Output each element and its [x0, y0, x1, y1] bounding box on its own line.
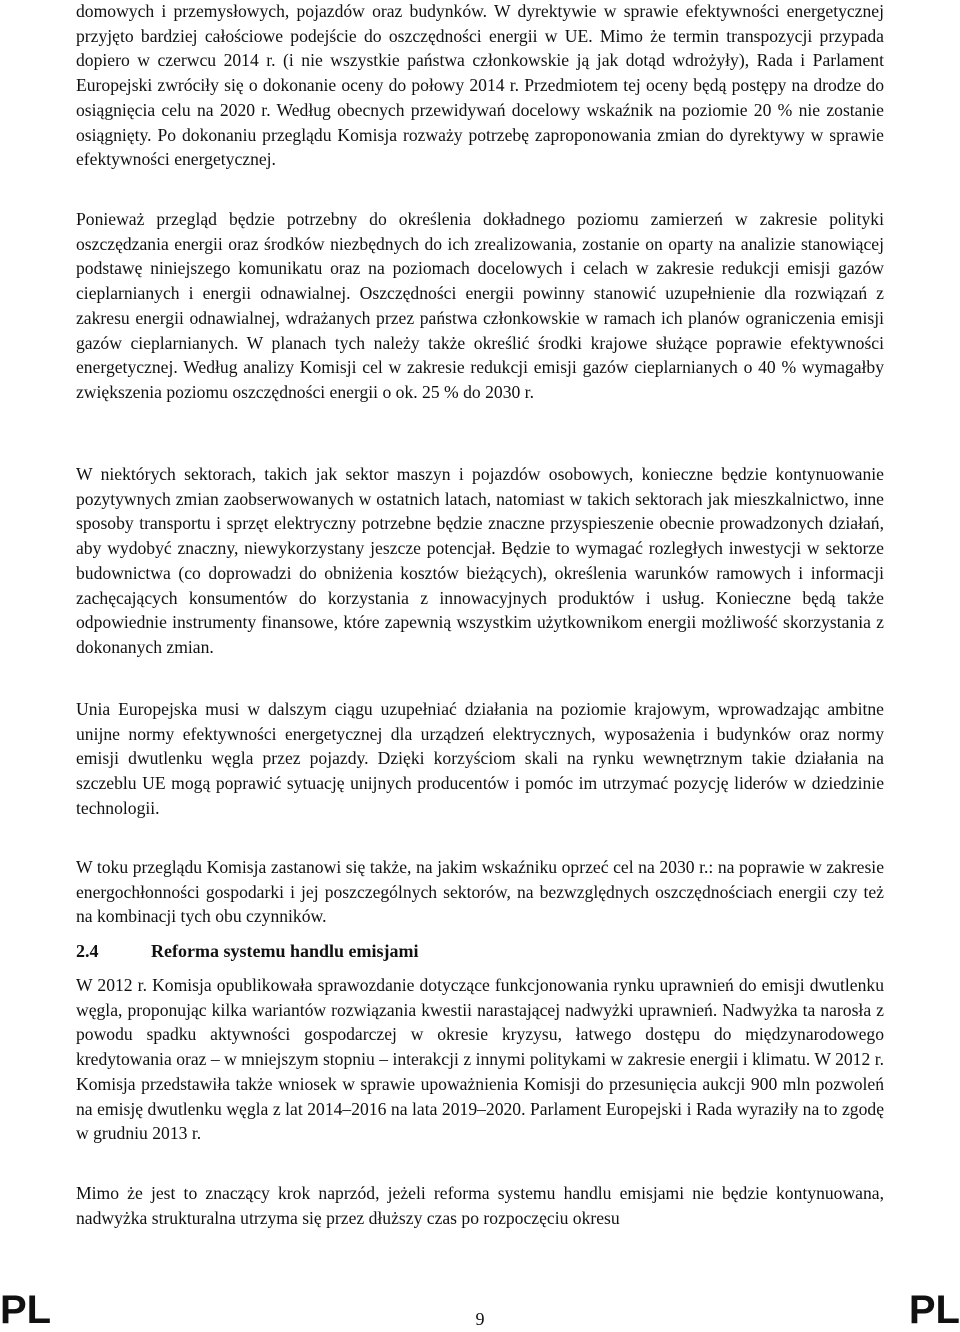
language-code-left: PL	[0, 1288, 52, 1332]
paragraph-2: Ponieważ przegląd będzie potrzebny do określenia dokładnego poziomu zamierzeń w zakresie polityki oszczędzania energii oraz środków niezbędnych do ich zrealizowania, zostanie on oparty na analizie stanowiącej podstawę niniejszego komunikatu oraz na poziomach docelowych i celach w zakresie redukcji emisji gazów cieplarnianych i energii odnawialnej. Oszczędności energii powinny stanowić uzupełnienie dla rozwiązań z zakresu energii odnawialnej, wdrażanych przez państwa członkowskie w ramach ich planów ograniczenia emisji gazów cieplarnianych. W planach tych należy także określić środki krajowe służące poprawie efektywności energetycznej. Według analizy Komisji cel w zakresie redukcji emisji gazów cieplarnianych o 40 % wymagałby zwiększenia poziomu oszczędności energii o ok. 25 % do 2030 r.	[76, 209, 884, 402]
paragraph-6: W 2012 r. Komisja opublikowała sprawozdanie dotyczące funkcjonowania rynku uprawnień do emisji dwutlenku węgla, proponując kilka wariantów rozwiązania kwestii narastającej nadwyżki uprawnień. Nadwyżka ta narosła z powodu spadku aktywności gospodarczej w okresie kryzysu, łatwego dostępu do międzynarodowego kredytowania oraz – w mniejszym stopniu – interakcji z innymi politykami w zakresie energii i klimatu. W 2012 r. Komisja przedstawiła także wniosek w sprawie upoważnienia Komisji do przesunięcia aukcji 900 mln pozwoleń na emisję dwutlenku węgla z lat 2014–2016 na lata 2019–2020. Parlament Europejski i Rada wyraziły na to zgodę w grudniu 2013 r.	[76, 975, 884, 1144]
section-number: 2.4	[76, 941, 99, 961]
section-title: Reforma systemu handlu emisjami	[151, 941, 419, 961]
paragraph-3: W niektórych sektorach, takich jak sektor maszyn i pojazdów osobowych, konieczne będzie kontynuowanie pozytywnych zmian zaobserwowanych w ostatnich latach, natomiast w takich sektorach jak mieszkalnictwo, inne sposoby transportu i sprzęt elektryczny potrzebne będzie znaczne przyspieszenie obecnie prowadzonych działań, aby wydobyć znaczny, niewykorzystany jeszcze potencjał. Będzie to wymagać rozległych inwestycji w sektorze budownictwa (co doprowadzi do obniżenia kosztów bieżących), określenia warunków ramowych i informacji zachęcających konsumentów do korzystania z innowacyjnych produktów i usług. Konieczne będą także odpowiednie instrumenty finansowe, które zapewnią wszystkim użytkownikom energii możliwość skorzystania z dokonanych zmian.	[76, 464, 884, 657]
section-heading	[76, 938, 419, 964]
page-number: 9	[475, 1309, 485, 1329]
paragraph-5: W toku przeglądu Komisja zastanowi się także, na jakim wskaźniku oprzeć cel na 2030 r.: na poprawie w zakresie energochłonności gospodarki i jej poszczególnych sektorów, na bezwzględnych oszczędnościach energii czy też na kombinacji tych obu czynników.	[76, 857, 884, 927]
paragraph-4: Unia Europejska musi w dalszym ciągu uzupełniać działania na poziomie krajowym, wprowadzając ambitne unijne normy efektywności energetycznej dla urządzeń elektrycznych, wyposażenia i budynków oraz normy emisji dwutlenku węgla przez pojazdy. Dzięki korzyściom skali na rynku wewnętrznym takie działania na szczeblu UE mogą poprawić sytuację unijnych producentów i pomóc im utrzymać pozycję liderów w dziedzinie technologii.	[76, 699, 884, 818]
paragraph-7: Mimo że jest to znaczący krok naprzód, jeżeli reforma systemu handlu emisjami nie będzie kontynuowana, nadwyżka strukturalna utrzyma się przez dłuższy czas po rozpoczęciu okresu	[76, 1183, 884, 1228]
language-code-right: PL	[908, 1288, 960, 1332]
paragraph-1: domowych i przemysłowych, pojazdów oraz budynków. W dyrektywie w sprawie efektywności energetycznej przyjęto bardziej całościowe podejście do oszczędności energii w UE. Mimo że termin transpozycji przypada dopiero w czerwcu 2014 r. (i nie wszystkie państwa członkowskie ją jak dotąd wdrożyły), Rada i Parlament Europejski zwróciły się o dokonanie oceny do połowy 2014 r. Przedmiotem tej oceny będą postępy na drodze do osiągnięcia celu na 2020 r. Według obecnych przewidywań docelowy wskaźnik na poziomie 20 % nie zostanie osiągnięty. Po dokonaniu przeglądu Komisja rozważy potrzebę zaproponowania zmian do dyrektywy w sprawie efektywności energetycznej.	[76, 1, 884, 170]
